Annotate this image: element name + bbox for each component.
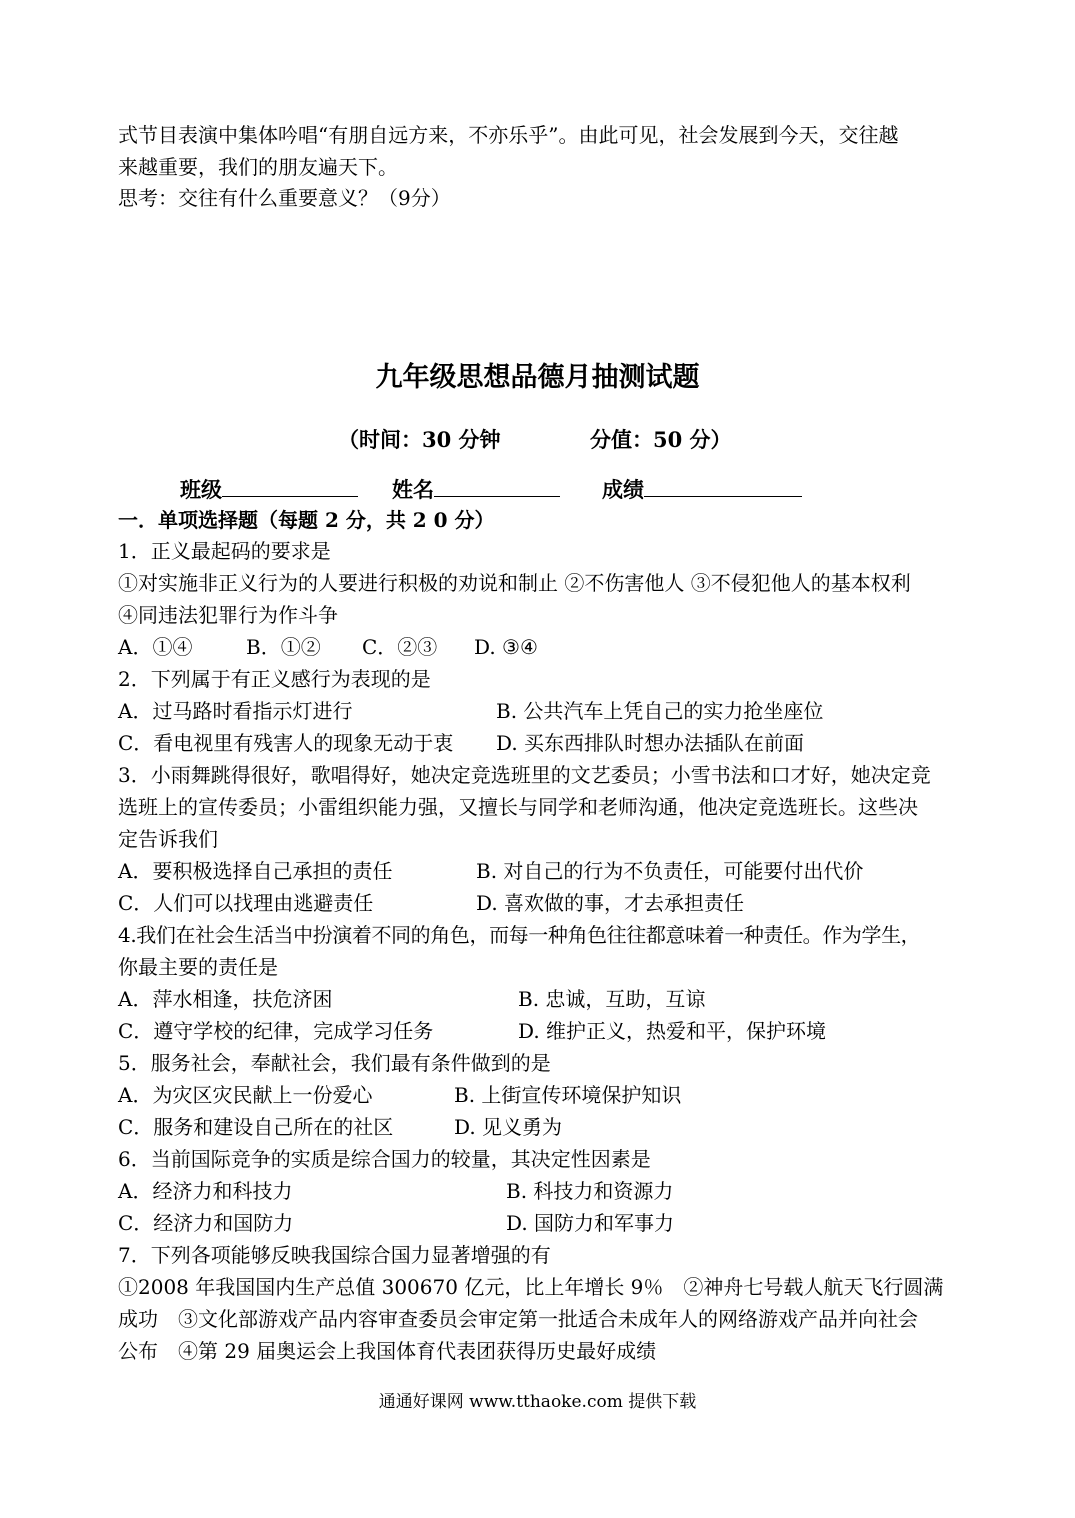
- q3-option-c: C．人们可以找理由逃避责任: [118, 891, 374, 915]
- q1-items-line: ①对实施非正义行为的人要进行积极的劝说和制止 ②不伤害他人 ③不侵犯他人的基本权利: [118, 571, 911, 595]
- q4-option-a: A．萍水相逢，扶危济困: [118, 987, 333, 1011]
- q2-option-b: B. 公共汽车上凭自己的实力抢坐座位: [496, 699, 824, 723]
- q1-option-c: C．②③: [362, 635, 438, 659]
- prev-question-prompt: 思考：交往有什么重要意义？（9分）: [118, 186, 451, 210]
- exam-time: （时间：30 分钟: [338, 427, 501, 452]
- q5-option-d: D. 见义勇为: [454, 1115, 563, 1139]
- q4-option-c: C．遵守学校的纪律，完成学习任务: [118, 1019, 434, 1043]
- q5-option-b: B. 上街宣传环境保护知识: [454, 1083, 682, 1107]
- q2-stem: 2．下列属于有正义感行为表现的是: [118, 667, 431, 691]
- q1-option-a: A．①④: [118, 635, 193, 659]
- q5-stem: 5．服务社会，奉献社会，我们最有条件做到的是: [118, 1051, 551, 1075]
- name-label: 姓名: [392, 477, 434, 502]
- grade-blank: [644, 474, 802, 497]
- grade-field: [602, 474, 802, 504]
- q6-option-a: A．经济力和科技力: [118, 1179, 293, 1203]
- exam-score-total: 分值：50 分）: [590, 427, 732, 452]
- q3-option-a: A．要积极选择自己承担的责任: [118, 859, 393, 883]
- footer-source: 通通好课网 www.tthaoke.com 提供下载: [378, 1392, 697, 1412]
- q5-option-c: C．服务和建设自己所在的社区: [118, 1115, 394, 1139]
- q1-stem: 1．正义最起码的要求是: [118, 539, 331, 563]
- q1-option-d: D. ③④: [474, 635, 538, 659]
- q2-option-c: C．看电视里有残害人的现象无动于衷: [118, 731, 454, 755]
- grade-label: 成绩: [602, 477, 644, 502]
- q3-option-b: B. 对自己的行为不负责任，可能要付出代价: [476, 859, 864, 883]
- q2-option-d: D. 买东西排队时想办法插队在前面: [496, 731, 805, 755]
- q6-option-c: C．经济力和国防力: [118, 1211, 294, 1235]
- q1-items-line-2: ④同违法犯罪行为作斗争: [118, 603, 338, 627]
- q3-stem: 3．小雨舞跳得很好，歌唱得好，她决定竞选班里的文艺委员；小雪书法和口才好，她决定竞: [118, 763, 931, 787]
- exam-title: 九年级思想品德月抽测试题: [375, 362, 700, 393]
- class-blank: [222, 474, 358, 497]
- q6-option-d: D. 国防力和军事力: [506, 1211, 675, 1235]
- q4-stem: 4.我们在社会生活当中扮演着不同的角色，而每一种角色往往都意味着一种责任。作为学生，: [118, 923, 921, 947]
- q4-option-b: B. 忠诚，互助，互谅: [518, 987, 706, 1011]
- class-field: [180, 474, 358, 504]
- q1-option-b: B．①②: [246, 635, 321, 659]
- q4-stem-line-2: 你最主要的责任是: [118, 955, 278, 979]
- section-heading: 一．单项选择题（每题 2 分，共 2 0 分）: [118, 508, 495, 532]
- prev-text-line-1: 式节目表演中集体吟唱“有朋自远方来，不亦乐乎”。由此可见，社会发展到今天，交往越: [118, 123, 899, 147]
- q3-option-d: D. 喜欢做的事，才去承担责任: [476, 891, 745, 915]
- name-blank: [434, 474, 560, 497]
- class-label: 班级: [180, 477, 222, 502]
- q4-option-d: D. 维护正义，热爱和平，保护环境: [518, 1019, 827, 1043]
- name-field: [392, 474, 560, 504]
- q3-stem-line-3: 定告诉我们: [118, 827, 218, 851]
- q2-option-a: A．过马路时看指示灯进行: [118, 699, 353, 723]
- q7-stem: 7．下列各项能够反映我国综合国力显著增强的有: [118, 1243, 551, 1267]
- q6-stem: 6．当前国际竞争的实质是综合国力的较量，其决定性因素是: [118, 1147, 651, 1171]
- prev-text-line-2: 来越重要，我们的朋友遍天下。: [118, 155, 398, 179]
- q7-items-line-1: ①2008 年我国国内生产总值 300670 亿元，比上年增长 9％ ②神舟七号载人航天飞行圆满: [118, 1275, 944, 1299]
- q3-stem-line-2: 选班上的宣传委员；小雷组织能力强，又擅长与同学和老师沟通，他决定竞选班长。这些决: [118, 795, 918, 819]
- q7-items-line-3: 公布 ④第 29 届奥运会上我国体育代表团获得历史最好成绩: [118, 1339, 657, 1363]
- q5-option-a: A．为灾区灾民献上一份爱心: [118, 1083, 373, 1107]
- q7-items-line-2: 成功 ③文化部游戏产品内容审查委员会审定第一批适合未成年人的网络游戏产品并向社会: [118, 1307, 918, 1331]
- q6-option-b: B. 科技力和资源力: [506, 1179, 674, 1203]
